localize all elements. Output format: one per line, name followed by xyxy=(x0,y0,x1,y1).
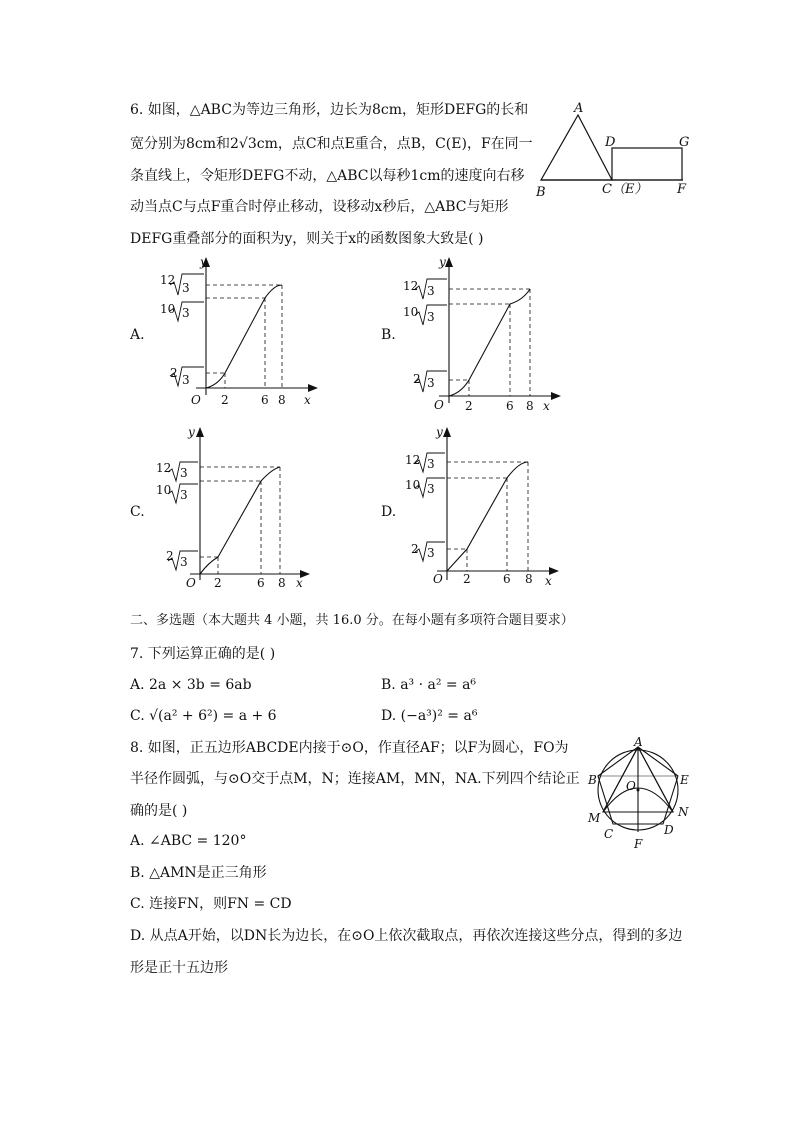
label-a: A xyxy=(574,101,584,116)
triangle-abc xyxy=(541,115,612,180)
q8-label-e: E xyxy=(680,773,689,787)
q8-option-a: A. ∠ABC = 120° xyxy=(130,833,247,849)
svg-text:6: 6 xyxy=(503,572,511,586)
svg-text:12: 12 xyxy=(156,461,172,475)
q6-line-5: DEFG重叠部分的面积为y，则关于x的函数图象大致是( ) xyxy=(130,231,484,247)
q8-label-c: C xyxy=(604,827,614,841)
q6-line-2: 宽分别为8cm和2√3cm，点C和点E重合，点B，C(E)，F在同一 xyxy=(130,136,533,152)
q6-line-3: 条直线上，令矩形DEFG不动，△ABC以每秒1cm的速度向右移 xyxy=(130,168,525,184)
svg-text:3: 3 xyxy=(180,488,188,502)
svg-text:2: 2 xyxy=(411,542,419,556)
q8-label-a: A xyxy=(634,735,643,749)
svg-text:12: 12 xyxy=(403,279,419,293)
svg-text:3: 3 xyxy=(427,457,435,471)
svg-text:3: 3 xyxy=(427,482,435,496)
svg-text:3: 3 xyxy=(427,376,435,390)
q8-pentagon-circle-figure xyxy=(586,735,696,851)
svg-text:3: 3 xyxy=(427,546,435,560)
svg-text:y: y xyxy=(439,255,446,269)
section-2-title: 二、多选题（本大题共 4 小题，共 16.0 分。在每小题有多项符合题目要求） xyxy=(130,613,574,628)
svg-text:2: 2 xyxy=(170,366,178,380)
svg-text:10: 10 xyxy=(156,483,172,497)
q8-label-f: F xyxy=(634,837,643,851)
svg-text:y: y xyxy=(436,425,443,439)
graph-option-b xyxy=(403,255,563,413)
q8-label-o: O xyxy=(626,779,636,793)
svg-text:8: 8 xyxy=(278,393,286,407)
svg-text:2: 2 xyxy=(221,393,229,407)
graph-option-c xyxy=(156,425,320,590)
q7-option-a: A. 2a × 3b = 6ab xyxy=(130,677,252,693)
q8-line-2: 半径作圆弧，与⊙O交于点M，N；连接AM，MN，NA.下列四个结论正 xyxy=(130,771,580,787)
svg-text:y: y xyxy=(200,255,207,269)
q6-option-c-label: C. xyxy=(130,504,145,520)
svg-text:2: 2 xyxy=(465,399,473,413)
svg-text:x: x xyxy=(296,576,303,590)
label-f: F xyxy=(677,182,687,197)
q8-line-1: 8. 如图，正五边形ABCDE内接于⊙O，作直径AF；以F为圆心，FO为 xyxy=(130,740,569,756)
svg-text:8: 8 xyxy=(278,576,286,590)
svg-text:O: O xyxy=(186,576,196,590)
q8-label-b: B xyxy=(588,773,597,787)
svg-text:6: 6 xyxy=(261,393,269,407)
svg-text:O: O xyxy=(434,398,444,412)
svg-text:10: 10 xyxy=(403,305,419,319)
label-d: D xyxy=(605,135,616,150)
label-b: B xyxy=(536,185,546,200)
svg-text:y: y xyxy=(188,425,195,439)
svg-text:8: 8 xyxy=(526,399,534,413)
q8-label-d: D xyxy=(664,823,674,837)
svg-text:8: 8 xyxy=(525,572,533,586)
rectangle-defg xyxy=(612,148,682,180)
svg-text:3: 3 xyxy=(182,306,190,320)
q6-line-1: 6. 如图，△ABC为等边三角形，边长为8cm，矩形DEFG的长和 xyxy=(130,102,529,118)
q6-option-a-label: A. xyxy=(130,327,145,343)
svg-text:10: 10 xyxy=(405,478,421,492)
svg-text:6: 6 xyxy=(506,399,514,413)
label-g: G xyxy=(679,135,690,150)
svg-text:6: 6 xyxy=(257,576,265,590)
q8-option-d-line-2: 形是正十五边形 xyxy=(130,960,228,976)
q6-option-b-label: B. xyxy=(381,327,396,343)
svg-text:3: 3 xyxy=(180,555,188,569)
svg-text:3: 3 xyxy=(427,310,435,324)
q8-label-n: N xyxy=(678,805,689,819)
q8-option-b: B. △AMN是正三角形 xyxy=(130,865,267,881)
svg-text:12: 12 xyxy=(160,273,176,287)
q7-stem: 7. 下列运算正确的是( ) xyxy=(130,646,276,662)
svg-text:x: x xyxy=(304,393,311,407)
q7-option-d: D. (−a³)² = a⁶ xyxy=(381,708,478,724)
q8-label-m: M xyxy=(588,811,601,825)
svg-text:10: 10 xyxy=(160,302,176,316)
svg-text:O: O xyxy=(191,393,201,407)
q8-line-3: 确的是( ) xyxy=(130,803,188,819)
graph-option-d xyxy=(403,425,563,590)
svg-text:3: 3 xyxy=(182,281,190,295)
svg-text:O: O xyxy=(433,572,443,586)
svg-text:3: 3 xyxy=(182,373,190,387)
svg-text:2: 2 xyxy=(214,576,222,590)
q7-option-b: B. a³ · a² = a⁶ xyxy=(381,677,477,693)
svg-text:x: x xyxy=(545,574,552,588)
q8-option-d-line-1: D. 从点A开始，以DN长为边长，在⊙O上依次截取点，再依次连接这些分点，得到的多边 xyxy=(130,928,683,944)
q6-line-4: 动当点C与点F重合时停止移动，设移动x秒后，△ABC与矩形 xyxy=(130,199,509,215)
svg-text:2: 2 xyxy=(463,572,471,586)
svg-text:x: x xyxy=(543,399,550,413)
q6-option-d-label: D. xyxy=(381,504,397,520)
q7-option-c: C. √(a² + 6²) = a + 6 xyxy=(130,708,277,724)
svg-text:2: 2 xyxy=(413,372,421,386)
svg-text:3: 3 xyxy=(427,284,435,298)
svg-text:3: 3 xyxy=(180,466,188,480)
q6-triangle-rectangle-figure xyxy=(528,100,698,205)
svg-text:12: 12 xyxy=(405,453,421,467)
label-c-e: C（E） xyxy=(602,182,648,197)
svg-text:2: 2 xyxy=(166,549,174,563)
q8-option-c: C. 连接FN，则FN = CD xyxy=(130,896,292,912)
graph-option-a xyxy=(160,255,320,410)
